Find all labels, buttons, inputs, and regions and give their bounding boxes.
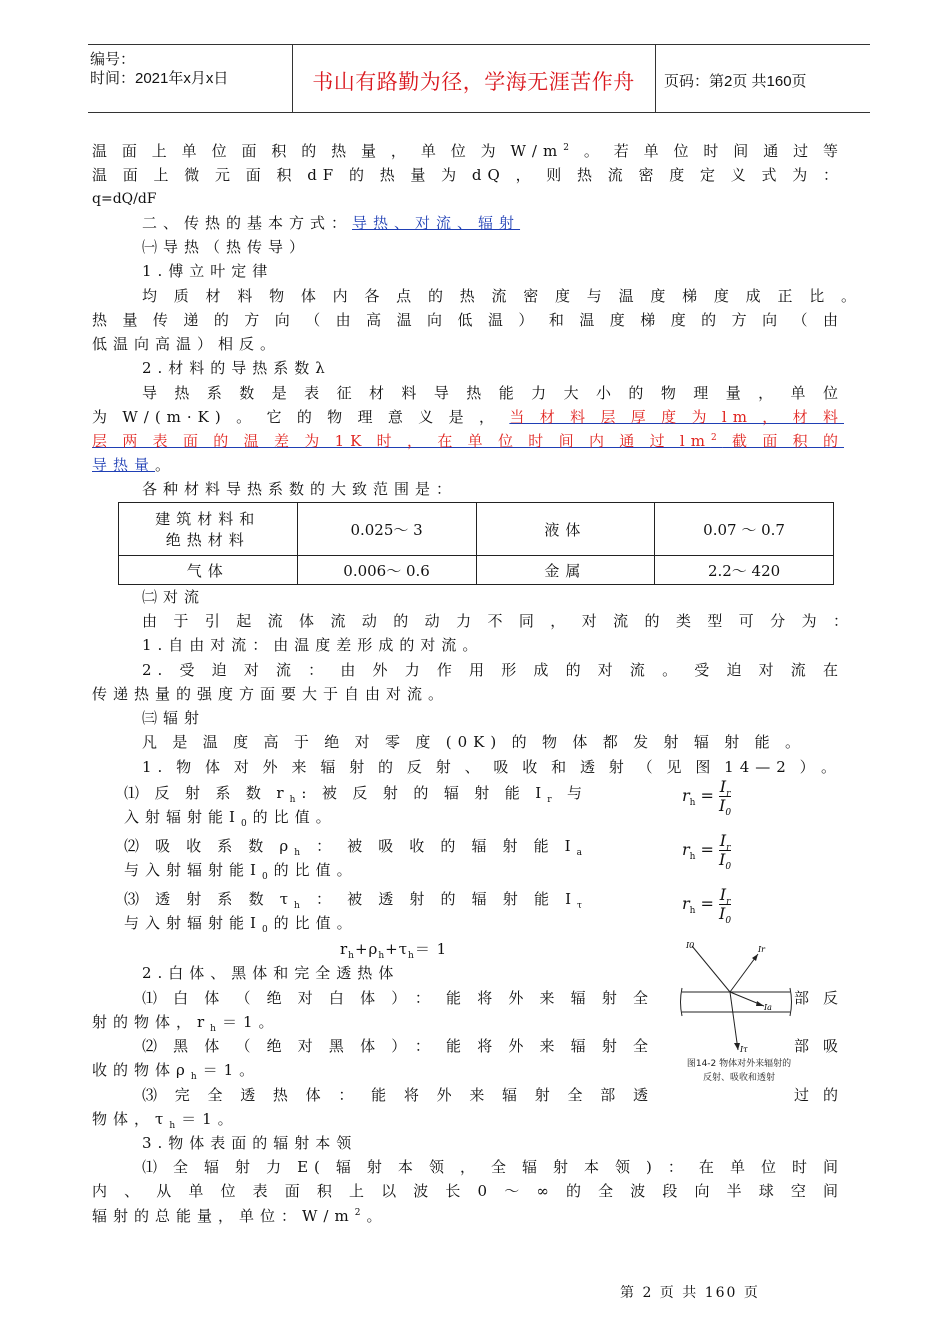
paragraph-line: 温面上单位面积的热量，单位为$W/m^2$。若单位时间通过等 xyxy=(92,142,844,160)
paragraph-line: 辐射的总能量，单位：$W/m^2$。 xyxy=(92,1207,388,1225)
paragraph-line: q=dQ/dF xyxy=(92,191,157,207)
header-rule-top xyxy=(88,44,870,45)
paragraph-line: ⑵黑体（绝对黑体）：能将外来辐射全 xyxy=(142,1037,654,1055)
subsection-heading: ㈢辐射 xyxy=(142,709,206,727)
paragraph-line: 低温向高温）相反。 xyxy=(92,335,282,353)
definition-link[interactable]: 导热量 xyxy=(92,456,156,474)
paragraph-line: 传递热量的强度方面要大于自由对流。 xyxy=(92,685,450,703)
paragraph-line: ⑵吸收系数$\rho_h$：被吸收的辐射能$I_a$ xyxy=(124,837,588,858)
paragraph-line: 凡是温度高于绝对零度(0K)的物体都发射辐射能。 xyxy=(142,733,806,751)
table-cell: 2.2～ 420 xyxy=(655,556,834,585)
figure-label: I0 xyxy=(686,941,695,950)
header-rule-bottom xyxy=(88,112,870,113)
transmission-formula: $r_h$ = $\frac{I_r}{I_0}$ xyxy=(682,885,732,927)
paragraph-line: ⑶完全透热体：能将外来辐射全部透 xyxy=(142,1086,654,1104)
figure-label: Ia xyxy=(764,1003,772,1012)
subsection-heading: 3.物体表面的辐射本领 xyxy=(142,1134,358,1152)
table-cell: 液体 xyxy=(476,503,655,556)
paragraph-line: 温面上微元面积dF的热量为dQ，则热流密度定义式为： xyxy=(92,166,844,184)
definition-link[interactable]: 层两表面的温差为1K时，在单位时间内通过$lm^2$截面积的 xyxy=(92,432,844,450)
paragraph-line: 均质材料物体内各点的热流密度与温度梯度成正比。 xyxy=(142,287,862,305)
paragraph-line: 内、从单位表面积上以波长0～∞的全波段向半球空间 xyxy=(92,1182,844,1200)
number-label: 编号： xyxy=(90,51,136,68)
paragraph-line: 收的物体$\rho_h=1$。 xyxy=(92,1061,261,1082)
table-cell: 0.006～ 0.6 xyxy=(297,556,476,585)
paragraph-line: 物体，$\tau_h=1$。 xyxy=(92,1110,239,1131)
subsection-heading: 1.傅立叶定律 xyxy=(142,262,274,280)
header-divider xyxy=(655,44,656,112)
figure-caption: 图14-2 物体对外来辐射的 反射、吸收和透射 xyxy=(686,1059,792,1083)
page-footer: 第 2 页 共 160 页 xyxy=(620,1285,760,1301)
paragraph-line: 导热量。 xyxy=(92,456,177,474)
subsection-heading: 2.白体、黑体和完全透热体 xyxy=(142,964,400,982)
paragraph-line: ⑴全辐射力E(辐射本领，全辐射本领)：在单位时间 xyxy=(142,1158,844,1176)
table-cell: 0.025～ 3 xyxy=(297,503,476,556)
paragraph-line: 部反 xyxy=(794,989,844,1007)
subsection-heading: ㈡对流 xyxy=(142,588,206,606)
sum-equation: $r_h+\rho_h+\tau_h= 1$ xyxy=(340,940,448,961)
header-meta xyxy=(90,50,228,88)
header-motto: 书山有路勤为径，学海无涯苦作舟 xyxy=(312,70,635,94)
header-page-code: 页码：第2页 共160页 xyxy=(664,73,807,90)
table-cell: 0.07 ～ 0.7 xyxy=(655,503,834,556)
figure-label: Ir xyxy=(758,945,765,954)
subsection-heading: ㈠导热（热传导） xyxy=(142,238,311,256)
subsection-heading: 2.材料的导热系数λ xyxy=(142,359,331,377)
paragraph-line: 与入射辐射能$I_0$的比值。 xyxy=(124,861,358,882)
definition-link[interactable]: 当材料层厚度为lm，材料 xyxy=(509,408,844,426)
paragraph-line: 部吸 xyxy=(794,1037,844,1055)
paragraph-line: 1.物体对外来辐射的反射、吸收和透射（见图14—2）。 xyxy=(142,758,842,776)
section-heading: 二、传热的基本方式：导热、对流、辐射 xyxy=(142,214,521,232)
paragraph-line: ⑶透射系数$\tau_h$：被透射的辐射能$I_\tau$ xyxy=(124,890,588,911)
conductivity-table xyxy=(118,502,834,585)
paragraph-line: ⑴反射系数$r_h$:被反射的辐射能$I_r$与 xyxy=(124,784,588,805)
absorption-formula: $r_h$ = $\frac{I_r}{I_0}$ xyxy=(682,831,732,873)
paragraph-line: 导热系数是表征材料导热能力大小的物理量，单位 xyxy=(142,384,844,402)
paragraph-line: 各种材料导热系数的大致范围是： xyxy=(142,480,458,498)
paragraph-line: 为W/(m·K)。它的物理意义是，当材料层厚度为lm，材料 xyxy=(92,408,844,426)
paragraph-line: ⑴白体（绝对白体）：能将外来辐射全 xyxy=(142,989,654,1007)
paragraph-line: 射的物体，$r_h=1$。 xyxy=(92,1013,280,1034)
paragraph-line: 与入射辐射能$I_0$的比值。 xyxy=(124,914,358,935)
date-label: 时间：2021年x月x日 xyxy=(90,70,229,87)
figure-label: Iτ xyxy=(740,1045,748,1054)
paragraph-line: 热量传递的方向（由高温向低温）和温度梯度的方向（由 xyxy=(92,311,844,329)
paragraph-line: 过的 xyxy=(794,1086,844,1104)
table-cell: 建筑材料和 绝热材料 xyxy=(119,503,298,556)
paragraph-line: 由于引起流体流动的动力不同，对流的类型可分为： xyxy=(142,612,854,630)
paragraph-line: 1.自由对流：由温度差形成的对流。 xyxy=(142,636,484,654)
basic-modes-link[interactable]: 导热、对流、辐射 xyxy=(352,214,521,232)
table-cell: 金属 xyxy=(476,556,655,585)
table-cell: 气体 xyxy=(119,556,298,585)
paragraph-line: 2.受迫对流：由外力作用形成的对流。受迫对流在 xyxy=(142,661,844,679)
reflection-formula: $r_h$ = $\frac{I_r}{I_0}$ xyxy=(682,777,732,819)
paragraph-line: 入射辐射能$I_0$的比值。 xyxy=(124,808,337,829)
